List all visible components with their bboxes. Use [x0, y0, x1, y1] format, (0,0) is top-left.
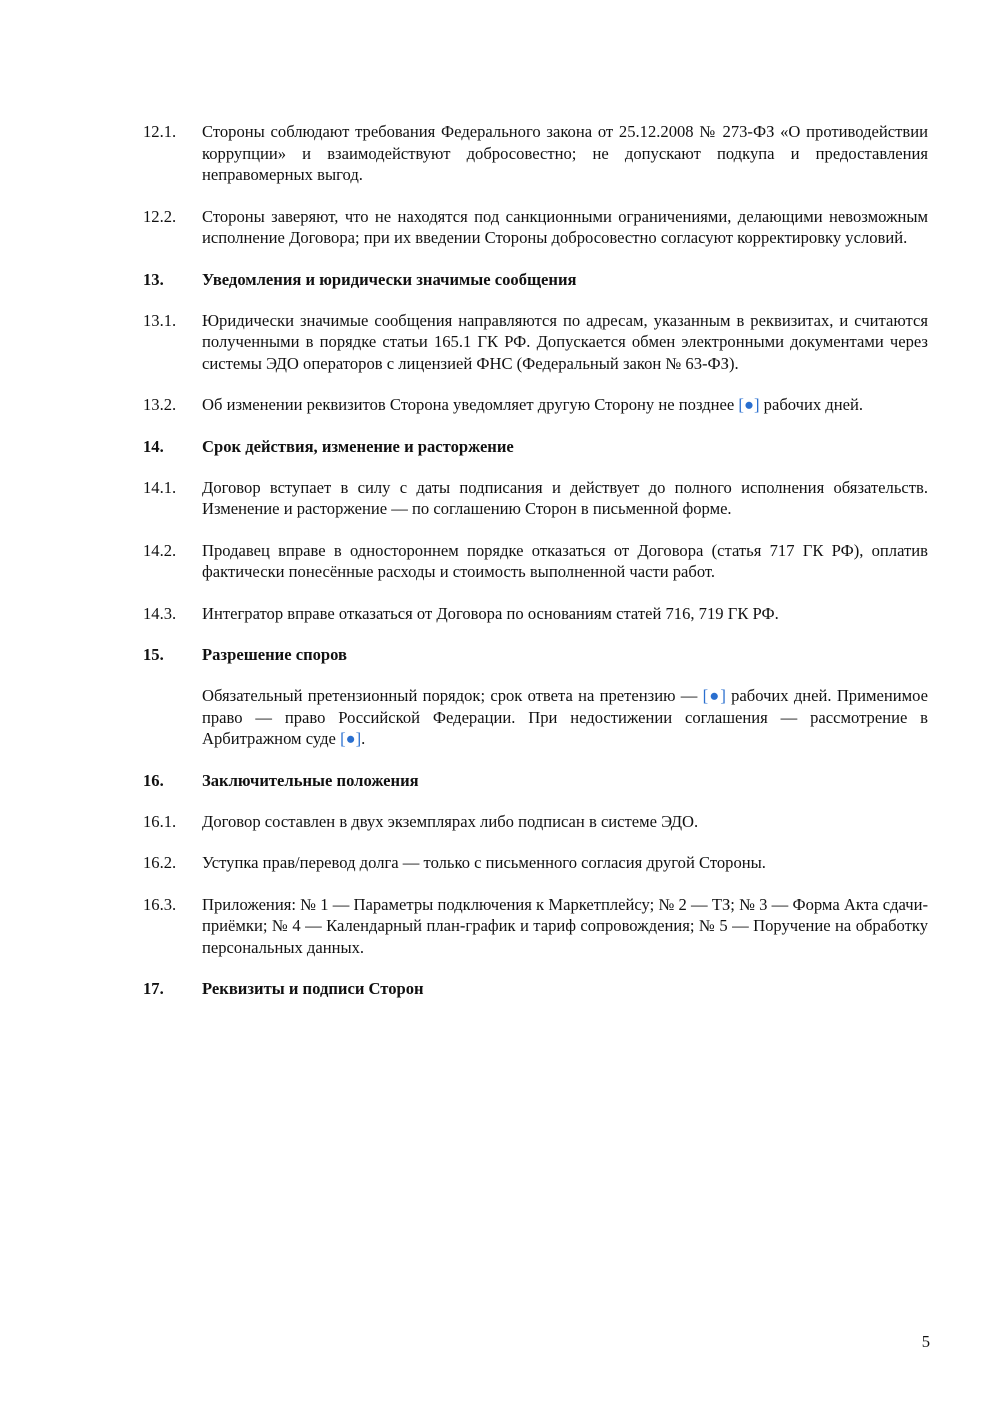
clause-text-part: рабочих дней. — [763, 395, 864, 414]
section-title: Разрешение споров — [202, 645, 348, 664]
clause-13-1 — [143, 310, 928, 375]
clause-number: 14.2. — [143, 540, 177, 560]
clause-14-2 — [143, 540, 928, 583]
section-heading-17 — [143, 978, 928, 1000]
clause-text: Интегратор вправе отказаться от Договора по основаниям статей 716, 719 ГК РФ. — [202, 603, 779, 623]
clause-text-part: Обязательный претензионный порядок; срок ответа на претензию — — [202, 686, 698, 705]
page-content — [143, 121, 928, 1019]
section-title: Заключительные положения — [202, 770, 419, 790]
clause-14-1 — [143, 477, 928, 520]
section-heading-15 — [143, 644, 928, 666]
clause-text: Стороны соблюдают требования Федерального закона от 25.12.2008 № 273-ФЗ «О противодействии коррупции» и взаимодействуют добросовестно; не допускают подкупа и предоставления неправомерных выгод. — [202, 122, 928, 184]
page-number: 5 — [921, 1332, 930, 1351]
clause-text: Приложения: № 1 — Параметры подключения к Маркетплейсу; № 2 — ТЗ; № 3 — Форма Акта сдачи-приёмки; № 4 — Календарный план-график и тариф сопровождения; № 5 — Поручение на обработку персональных данных. — [202, 894, 928, 957]
clause-text: Договор вступает в силу с даты подписания и действует до полного исполнения обязательств. Изменение и расторжение — по соглашению Сторон в письменной форме. — [202, 477, 928, 518]
clause-text — [202, 394, 928, 416]
section-number: 14. — [143, 436, 164, 456]
section-title: Срок действия, изменение и расторжение — [202, 436, 514, 456]
section-heading-14 — [143, 436, 928, 458]
clause-text: Продавец вправе в одностороннем порядке отказаться от Договора (статья 717 ГК РФ), оплатив фактически понесённые расходы и стоимость выполненной части работ. — [202, 540, 928, 581]
clause-12-2 — [143, 206, 928, 249]
clause-text — [202, 685, 928, 750]
clause-number — [143, 685, 202, 750]
clause-number: 16.3. — [143, 894, 177, 914]
section-title: Уведомления и юридически значимые сообщения — [202, 269, 577, 289]
clause-text: Договор составлен в двух экземплярах либо подписан в системе ЭДО. — [202, 811, 699, 831]
clause-number: 14.1. — [143, 477, 177, 497]
clause-16-3 — [143, 894, 928, 959]
clause-16-1 — [143, 811, 928, 833]
clause-15-body — [143, 685, 928, 750]
clause-number: 12.2. — [143, 206, 177, 226]
clause-16-2 — [143, 852, 928, 874]
section-number: 15. — [143, 645, 164, 664]
clause-text-part: . — [361, 729, 366, 748]
section-heading-16 — [143, 770, 928, 792]
clause-number: 13.2. — [143, 395, 177, 414]
clause-number: 16.2. — [143, 853, 177, 872]
clause-text: Уступка прав/перевод долга — только с письменного согласия другой Стороны. — [202, 853, 766, 872]
clause-text: Стороны заверяют, что не находятся под санкционными ограничениями, делающими невозможным исполнение Договора; при их введении Стороны добросовестно согласуют корректировку условий. — [202, 206, 928, 247]
section-number: 17. — [143, 979, 164, 998]
clause-12-1 — [143, 121, 928, 186]
section-title: Реквизиты и подписи Сторон — [202, 979, 424, 998]
clause-number: 13.1. — [143, 310, 177, 330]
placeholder-marker: [●] — [340, 729, 362, 748]
placeholder-marker: [●] — [738, 395, 760, 414]
clause-14-3 — [143, 603, 928, 625]
clause-number: 16.1. — [143, 811, 177, 831]
clause-number: 12.1. — [143, 122, 177, 141]
placeholder-marker: [●] — [702, 686, 726, 705]
section-heading-13 — [143, 269, 928, 291]
clause-number: 14.3. — [143, 603, 177, 623]
section-number: 13. — [143, 269, 164, 289]
clause-text-part: рабочих дней. Применимое право — право Российской Федерации. При недостижении соглашения — рассмотрение в Арбитражном суде — [202, 686, 928, 748]
clause-text: Юридически значимые сообщения направляются по адресам, указанным в реквизитах, и считаются полученными в порядке статьи 165.1 ГК РФ. Допускается обмен электронными документами через системы ЭДО операторов с лицензией ФНС (Федеральный закон № 63-ФЗ). — [202, 310, 928, 373]
clause-13-2 — [143, 394, 928, 416]
clause-text-part: Об изменении реквизитов Сторона уведомляет другую Сторону не позднее — [202, 395, 735, 414]
section-number: 16. — [143, 770, 164, 790]
